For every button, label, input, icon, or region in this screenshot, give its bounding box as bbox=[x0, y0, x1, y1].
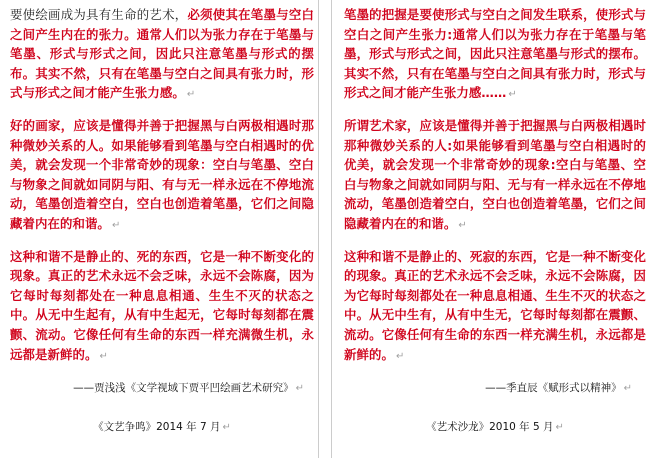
right-paragraph-3-body: 这种和谐不是静止的、死寂的东西，它是一种不断变化的现象。真正的艺术永远不会乏味，永远不会陈腐，因为它每时每刻都处在一种息息相通、生生不灭的状态之中。从无中生有，从有中生无，它每时每刻都在震颤、流动。它像任何有生命的东西一样充满生机，永远都是新鲜的。 bbox=[344, 248, 646, 362]
right-paragraph-2-body: 所谓艺术家，应该是懂得并善于把握黑与白两极相遇时那种微妙关系的人:如果能够看到笔墨与空白相遇时的优美，就会发现一个非常奇妙的现象:空白与笔墨、空白与物象之间就如同阴与阳、无与有一样永远在不停地流动，笔墨创造着空白，空白也创造着笔墨，它们之间隐藏着内在的和谐。 bbox=[344, 117, 646, 231]
column-divider bbox=[318, 0, 332, 458]
left-column bbox=[0, 0, 318, 458]
paragraph-mark-icon: ↵ bbox=[111, 219, 121, 231]
right-column bbox=[332, 0, 650, 458]
left-paragraph-1 bbox=[10, 5, 314, 105]
left-source bbox=[10, 419, 314, 436]
left-paragraph-3 bbox=[10, 247, 314, 367]
paragraph-mark-icon: ↵ bbox=[395, 350, 405, 362]
paragraph-mark-icon: ↵ bbox=[555, 422, 564, 434]
right-source-text: 《艺术沙龙》2010 年 5 月 bbox=[426, 421, 554, 434]
left-source-text: 《文艺争鸣》2014 年 7 月 bbox=[93, 421, 221, 434]
paragraph-mark-icon: ↵ bbox=[295, 383, 304, 395]
right-paragraph-2 bbox=[344, 116, 646, 236]
right-attribution-text: ——季直辰《赋形式以精神》 bbox=[485, 382, 622, 395]
paragraph-mark-icon: ↵ bbox=[623, 383, 632, 395]
left-attribution-text: ——贾浅浅《文学视域下贾平凹绘画艺术研究》 bbox=[73, 382, 294, 395]
left-paragraph-3-body: 这种和谐不是静止的、死的东西，它是一种不断变化的现象。真正的艺术永远不会乏味，永远不会陈腐，因为它每时每刻都处在一种息息相通、生生不灭的状态之中。从无中生起有，从有中生起无，它每时每刻都在震颤、流动。它像任何有生命的东西一样充满微生机，永远都是新鲜的。 bbox=[10, 248, 314, 362]
right-attribution bbox=[344, 380, 632, 397]
paragraph-mark-icon: ↵ bbox=[99, 350, 108, 362]
left-paragraph-2-body: 好的画家，应该是懂得并善于把握黑与白两极相遇时那种微妙关系的人。如果能够看到笔墨与空白相遇时的优美，就会发现一个非常奇妙的现象：空白与笔墨、空白与物象之间就如同阴与阳、有与无一样永远在不停地流动，笔墨创造着空白，空白也创造着笔墨，它们之间隐藏着内在的和谐。 bbox=[10, 117, 314, 231]
right-paragraph-1 bbox=[344, 5, 646, 105]
paragraph-mark-icon: ↵ bbox=[222, 422, 231, 434]
paragraph-mark-icon: ↵ bbox=[186, 89, 196, 101]
left-paragraph-2 bbox=[10, 116, 314, 236]
right-source bbox=[344, 419, 646, 436]
left-paragraph-1-lead: 要使绘画成为具有生命的艺术， bbox=[10, 7, 188, 22]
left-attribution bbox=[10, 380, 304, 397]
paragraph-mark-icon: ↵ bbox=[458, 219, 467, 231]
left-paragraph-1-body: 必须使其在笔墨与空白之间产生内在的张力。通常人们以为张力存在于笔墨与笔墨、形式与形式之间，因此只注意笔墨与形式的摆布。其实不然，只有在笔墨与空白之间具有张力时，形式与形式之间才能产生张力感。 bbox=[10, 7, 314, 101]
right-paragraph-1-body: 笔墨的把握是要使形式与空白之间发生联系，使形式与空白之间产生张力:通常人们以为张力存在于笔墨与笔墨，形式与形式之间，因此只注意笔墨与形式的摆布。其实不然，只有在笔墨与空白之间具有张力时，形式与形式之间才能产生张力感…… bbox=[344, 7, 646, 101]
right-paragraph-3 bbox=[344, 247, 646, 367]
paragraph-mark-icon: ↵ bbox=[508, 89, 517, 101]
